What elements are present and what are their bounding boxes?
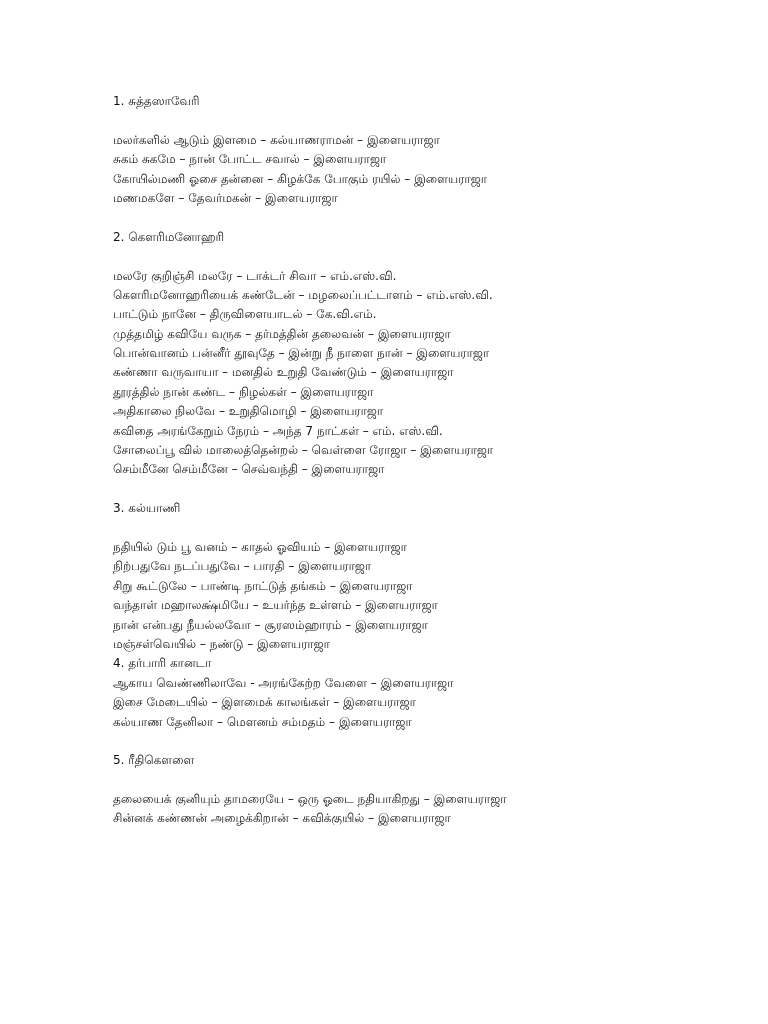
section-heading: 1. சுத்தஸாவேரி	[113, 94, 200, 108]
song-line: அதிகாலை நிலவே – உறுதிமொழி – இளையராஜா	[113, 404, 384, 419]
section-heading: 2. கௌரிமனோஹரி	[113, 229, 225, 244]
song-line: கவிதை அரங்கேறும் நேரம் – அந்த 7 நாட்கள் – எம். எஸ்.வி.	[113, 423, 443, 438]
section-heading: 4. தர்பாரி கானடா	[113, 656, 212, 671]
song-line: செம்மீனே செம்மீனே – செவ்வந்தி – இளையராஜா	[113, 462, 385, 477]
song-line: சிறு கூட்டுலே – பாண்டி நாட்டுத் தங்கம் – இளையராஜா	[113, 578, 413, 593]
song-line: கோயில்மணி ஓசை தன்னை – கிழக்கே போகும் ரயில் – இளையராஜா	[113, 171, 487, 186]
song-line: பாட்டும் நானே – திருவிளையாடல் – கே.வி.எம்.	[113, 307, 377, 322]
song-line: பொன்வானம் பன்னீர் தூவுதே – இன்று நீ நாளை நான் – இளையராஜா	[113, 346, 490, 361]
blank-line	[113, 771, 753, 790]
song-line: தூரத்தில் நான் கண்ட – நிழல்கள் – இளையராஜா	[113, 384, 374, 399]
blank-line	[113, 519, 753, 538]
document-page	[113, 92, 753, 829]
section-heading: 3. கல்யாணி	[113, 501, 181, 516]
song-line: சின்னக் கண்ணன் அழைக்கிறான் – கவிக்குயில் – இளையராஜா	[113, 811, 451, 826]
song-line: நிற்பதுவே நடப்பதுவே – பாரதி – இளையராஜா	[113, 559, 372, 574]
song-line: நதியில் டும் பூ வனம் – காதல் ஓவியம் – இளையராஜா	[113, 539, 407, 554]
song-line: ஆகாய வெண்ணிலாவே - அரங்கேற்ற வேளை – இளையராஜா	[113, 675, 454, 690]
song-line: மலரே குறிஞ்சி மலரே – டாக்டர் சிவா – எம்.எஸ்.வி.	[113, 268, 397, 283]
song-line: மலர்களில் ஆடும் இளமை – கல்யாணராமன் – இளையராஜா	[113, 132, 440, 147]
song-line: சுகம் சுகமே – நான் போட்ட சவால் – இளையராஜா	[113, 152, 387, 167]
song-line: கண்ணா வருவாயா – மனதில் உறுதி வேண்டும் – இளையராஜா	[113, 365, 454, 380]
song-line: இசை மேடையில் – இளமைக் காலங்கள் – இளையராஜா	[113, 695, 416, 710]
blank-line	[113, 732, 753, 751]
song-line: நான் என்பது நீயல்லவோ – சூரஸம்ஹாரம் – இளையராஜா	[113, 617, 428, 632]
song-line: மணமகளே – தேவர்மகன் – இளையராஜா	[113, 190, 338, 205]
section-heading: 5. ரீதிகௌளை	[113, 753, 195, 768]
song-line: வந்தாள் மஹாலக்ஷ்மியே – உயர்ந்த உள்ளம் – இளையராஜா	[113, 598, 438, 613]
song-line: மஞ்சள்வெயில் – நண்டு – இளையராஜா	[113, 636, 330, 651]
song-line: முத்தமிழ் கவியே வருக – தர்மத்தின் தலைவன் – இளையராஜா	[113, 326, 451, 341]
blank-line	[113, 480, 753, 499]
song-line: கௌரிமனோஹரியைக் கண்டேன் – மழலைப்பட்டாளம் – எம்.எஸ்.வி.	[113, 287, 493, 302]
song-line: தலையைக் குனியும் தாமரையே – ஒரு ஓடை நதியாகிறது – இளையராஜா	[113, 792, 507, 807]
blank-line	[113, 247, 753, 266]
song-line: சோலைப்பூ வில் மாலைத்தென்றல் – வெள்ளை ரோஜா – இளையராஜா	[113, 443, 494, 458]
song-line: கல்யாண தேனிலா – மௌனம் சம்மதம் – இளையராஜா	[113, 714, 412, 729]
blank-line	[113, 111, 753, 130]
blank-line	[113, 208, 753, 227]
